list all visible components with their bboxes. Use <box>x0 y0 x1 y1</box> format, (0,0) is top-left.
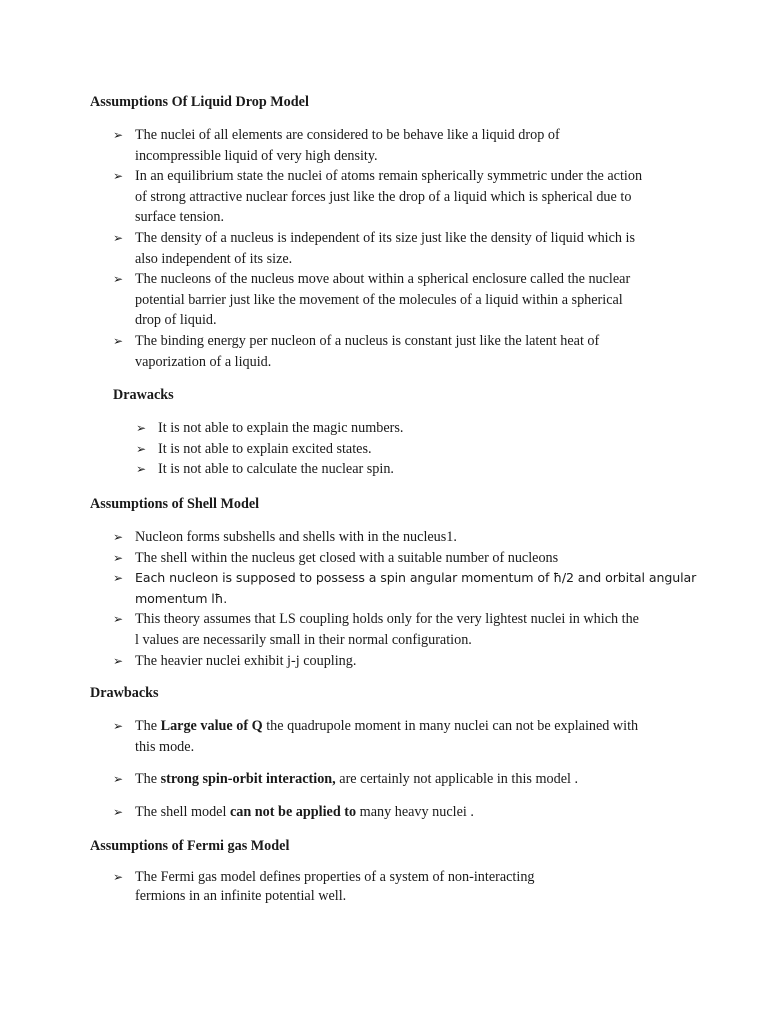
arrow-bullet-icon: ➢ <box>113 230 124 245</box>
list-item: ➢ It is not able to explain the magic numbers. <box>113 418 713 439</box>
arrow-bullet-icon: ➢ <box>113 272 124 287</box>
arrow-bullet-icon: ➢ <box>113 719 124 733</box>
list-item: ➢ The shell model can not be applied to many heavy nuclei . <box>90 802 710 823</box>
heading-fermi-gas: Assumptions of Fermi gas Model <box>90 838 290 854</box>
arrow-bullet-icon: ➢ <box>113 530 124 544</box>
arrow-bullet-icon: ➢ <box>113 571 123 586</box>
heading-liquid-drop: Assumptions Of Liquid Drop Model <box>90 94 309 110</box>
arrow-bullet-icon: ➢ <box>136 462 147 477</box>
list-item: ➢ The nucleons of the nucleus move about within a spherical enclosure called the nuclear potential barrier just like the movement of the molecules of a liquid within a spherical drop of liquid. <box>113 271 631 329</box>
arrow-bullet-icon: ➢ <box>113 653 124 668</box>
arrow-bullet-icon: ➢ <box>113 169 124 184</box>
list-item: ➢ The nuclei of all elements are considered to be behave like a liquid drop of incompressible liquid of very high density. <box>113 127 560 164</box>
bold-phrase: strong spin-orbit interaction, <box>160 771 336 788</box>
heading-drawacks: Drawacks <box>113 387 174 403</box>
arrow-bullet-icon: ➢ <box>113 804 124 819</box>
fermi-gas-list <box>90 868 710 905</box>
drawbacks-list <box>90 716 710 822</box>
bold-phrase: Large value of Q <box>160 718 263 734</box>
bold-phrase: can not be applied to <box>229 803 357 820</box>
arrow-bullet-icon: ➢ <box>136 441 147 456</box>
list-item: ➢ The density of a nucleus is independent of its size just like the density of liquid which is also independent of its size. <box>113 229 636 267</box>
list-item: ➢ It is not able to calculate the nuclear spin. <box>113 459 713 480</box>
list-item: ➢ Nucleon forms subshells and shells with in the nucleus1. <box>90 527 710 548</box>
shell-model-list <box>90 527 710 671</box>
heading-drawbacks: Drawbacks <box>90 685 159 701</box>
arrow-bullet-icon: ➢ <box>136 421 147 435</box>
list-item: ➢ The Large value of Q the quadrupole moment in many nuclei can not be explained with this mode. <box>113 718 639 755</box>
heading-shell-model: Assumptions of Shell Model <box>90 496 260 512</box>
list-item: ➢ The Fermi gas model defines properties of a system of non-interacting fermions in an infinite potential well. <box>113 869 535 904</box>
list-item: ➢ The binding energy per nucleon of a nucleus is constant just like the latent heat of vaporization of a liquid. <box>113 332 600 370</box>
arrow-bullet-icon: ➢ <box>113 612 124 627</box>
list-item: ➢ In an equilibrium state the nuclei of atoms remain spherically symmetric under the action of strong attractive nuclear forces just like the drop of a liquid which is spherical due to surface tension. <box>113 168 643 226</box>
arrow-bullet-icon: ➢ <box>113 550 124 565</box>
list-item: ➢ It is not able to explain excited states. <box>113 439 713 460</box>
list-item: ➢ The heavier nuclei exhibit j-j coupling. <box>90 651 710 672</box>
list-item: ➢ The strong spin-orbit interaction, are certainly not applicable in this model . <box>90 769 710 790</box>
liquid-drop-list <box>90 125 710 372</box>
list-item: ➢ This theory assumes that LS coupling holds only for the very lightest nuclei in which the l values are necessarily small in their normal configuration. <box>113 611 639 648</box>
arrow-bullet-icon: ➢ <box>113 333 124 348</box>
arrow-bullet-icon: ➢ <box>113 772 124 787</box>
drawacks-list <box>113 418 713 480</box>
list-item: ➢ Each nucleon is supposed to possess a spin angular momentum of ħ/2 and orbital angular momentum lħ. <box>113 570 697 606</box>
list-item: ➢ The shell within the nucleus get closed with a suitable number of nucleons <box>90 548 710 569</box>
arrow-bullet-icon: ➢ <box>113 128 124 142</box>
arrow-bullet-icon: ➢ <box>113 870 124 884</box>
